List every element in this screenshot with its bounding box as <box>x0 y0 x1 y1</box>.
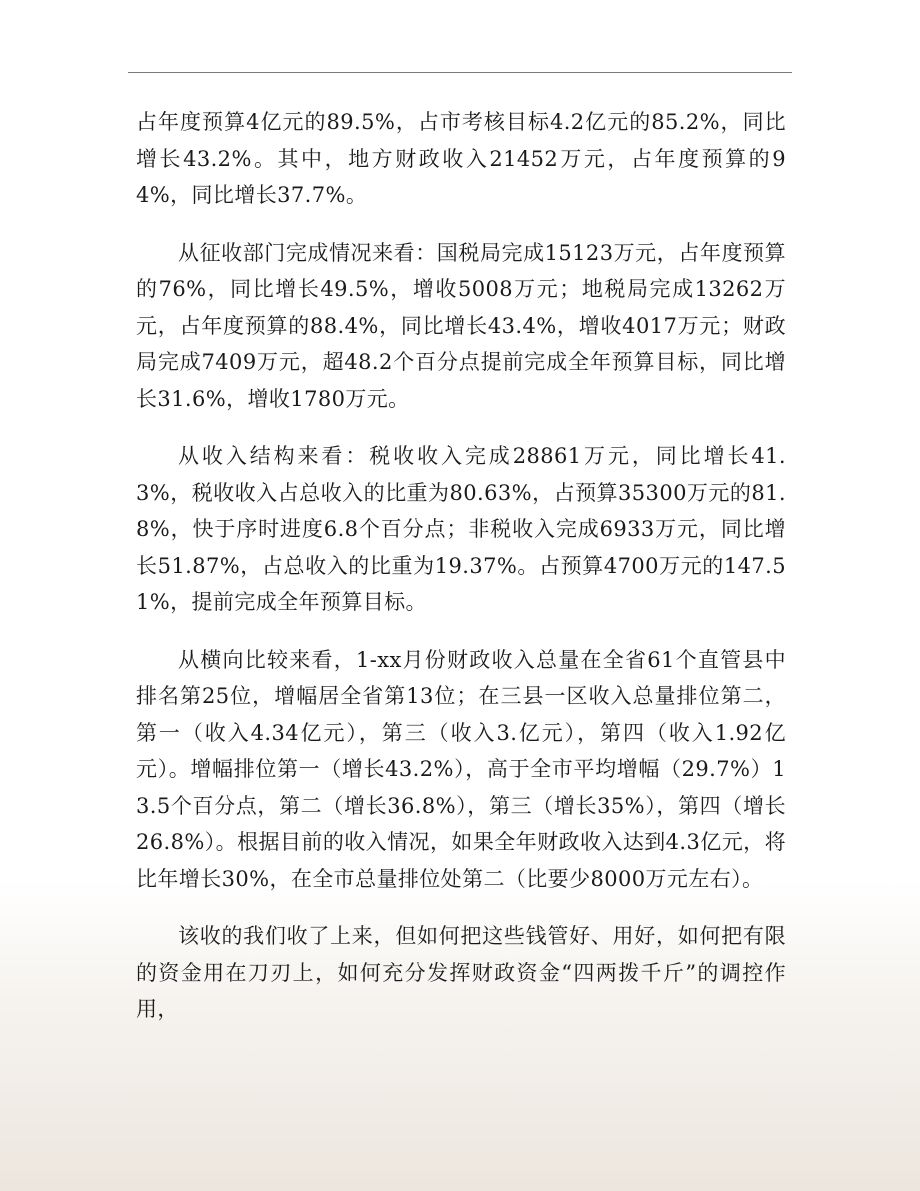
paragraph-fund-management: 该收的我们收了上来，但如何把这些钱管好、用好，如何把有限的资金用在刀刃上，如何充分发挥财政资金“四两拨千斤”的调控作用， <box>136 924 786 1021</box>
paragraph-revenue-structure: 从收入结构来看：税收收入完成28861万元，同比增长41.3%，税收收入占总收入的比重为80.63%，占预算35300万元的81.8%，快于序时进度6.8个百分点；非税收入完成6933万元，同比增长51.87%，占总收入的比重为19.37%。占预算4700万元的147.51%，提前完成全年预算目标。 <box>136 444 786 614</box>
paragraph-horizontal-comparison: 从横向比较来看，1-xx月份财政收入总量在全省61个直管县中排名第25位，增幅居全省第13位；在三县一区收入总量排位第二，第一（收入4.34亿元），第三（收入3.亿元），第四（收入1.92亿元）。增幅排位第一（增长43.2%），高于全市平均增幅（29.7%）13.5个百分点，第二（增长36.8%），第三（增长35%），第四（增长26.8%）。根据目前的收入情况，如果全年财政收入达到4.3亿元，将比年增长30%，在全市总量排位处第二（比要少8000万元左右）。 <box>136 647 786 891</box>
document-body <box>136 104 786 1049</box>
paragraph-budget-summary: 占年度预算4亿元的89.5%，占市考核目标4.2亿元的85.2%，同比增长43.2%。其中，地方财政收入21452万元，占年度预算的94%，同比增长37.7%。 <box>136 110 786 207</box>
paragraph-collection-departments: 从征收部门完成情况来看：国税局完成15123万元，占年度预算的76%，同比增长49.5%，增收5008万元；地税局完成13262万元，占年度预算的88.4%，同比增长43.4%，增收4017万元；财政局完成7409万元，超48.2个百分点提前完成全年预算目标，同比增长31.6%，增收1780万元。 <box>136 240 786 411</box>
header-divider <box>128 72 792 73</box>
